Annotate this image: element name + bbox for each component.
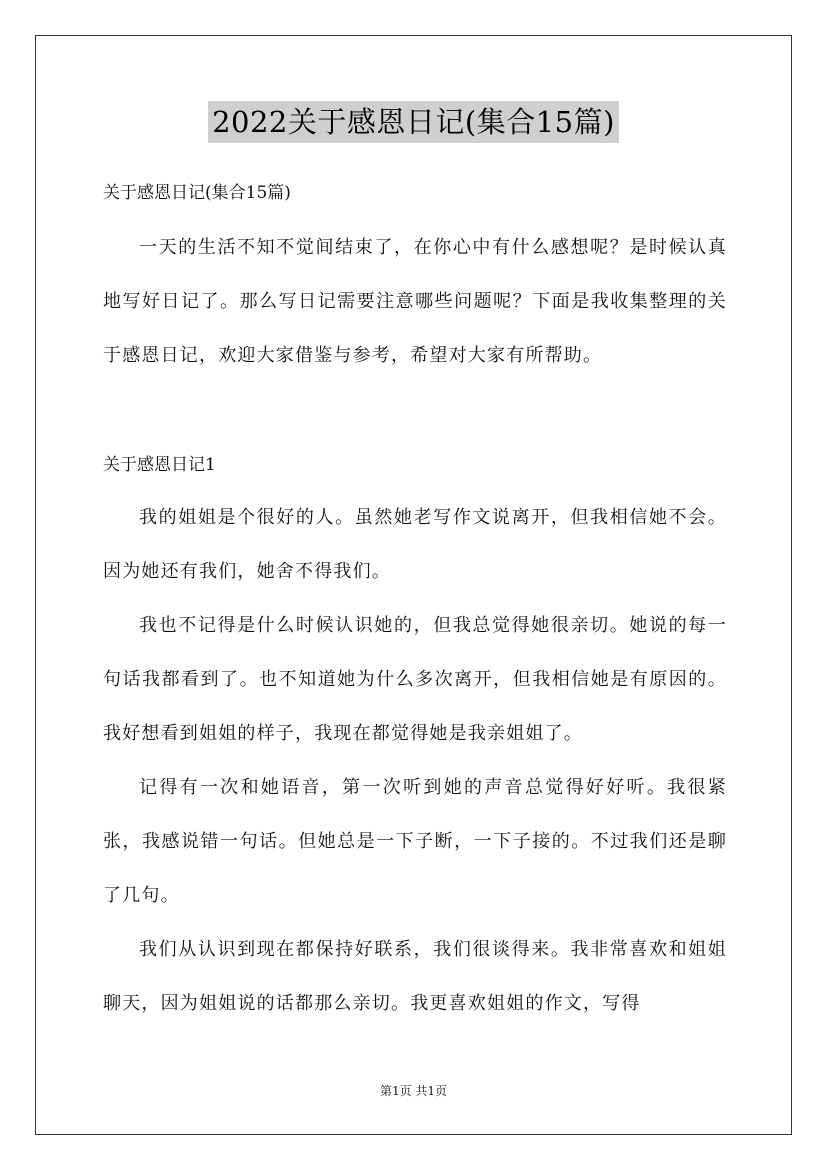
body-paragraph: 记得有一次和她语音，第一次听到她的声音总觉得好好听。我很紧张，我感说错一句话。但她总是一下子断，一下子接的。不过我们还是聊了几句。	[103, 777, 727, 906]
section-heading: 关于感恩日记1	[103, 455, 216, 475]
subtitle-heading: 关于感恩日记(集合15篇)	[103, 183, 291, 203]
page-footer: 第1页 共1页	[379, 1084, 448, 1098]
body-paragraph: 我的姐姐是个很好的人。虽然她老写作文说离开，但我相信她不会。因为她还有我们，她舍不得我们。	[103, 507, 727, 582]
document-title: 2022关于感恩日记(集合15篇)	[208, 101, 619, 143]
title-container	[0, 101, 827, 143]
intro-paragraph: 一天的生活不知不觉间结束了，在你心中有什么感想呢？是时候认真地写好日记了。那么写日记需要注意哪些问题呢？下面是我收集整理的关于感恩日记，欢迎大家借鉴与参考，希望对大家有所帮助。	[103, 237, 727, 366]
body-paragraph: 我也不记得是什么时候认识她的，但我总觉得她很亲切。她说的每一句话我都看到了。也不知道她为什么多次离开，但我相信她是有原因的。我好想看到姐姐的样子，我现在都觉得她是我亲姐姐了。	[103, 615, 727, 744]
body-paragraph: 我们从认识到现在都保持好联系，我们很谈得来。我非常喜欢和姐姐聊天，因为姐姐说的话都那么亲切。我更喜欢姐姐的作文，写得	[103, 939, 727, 1014]
